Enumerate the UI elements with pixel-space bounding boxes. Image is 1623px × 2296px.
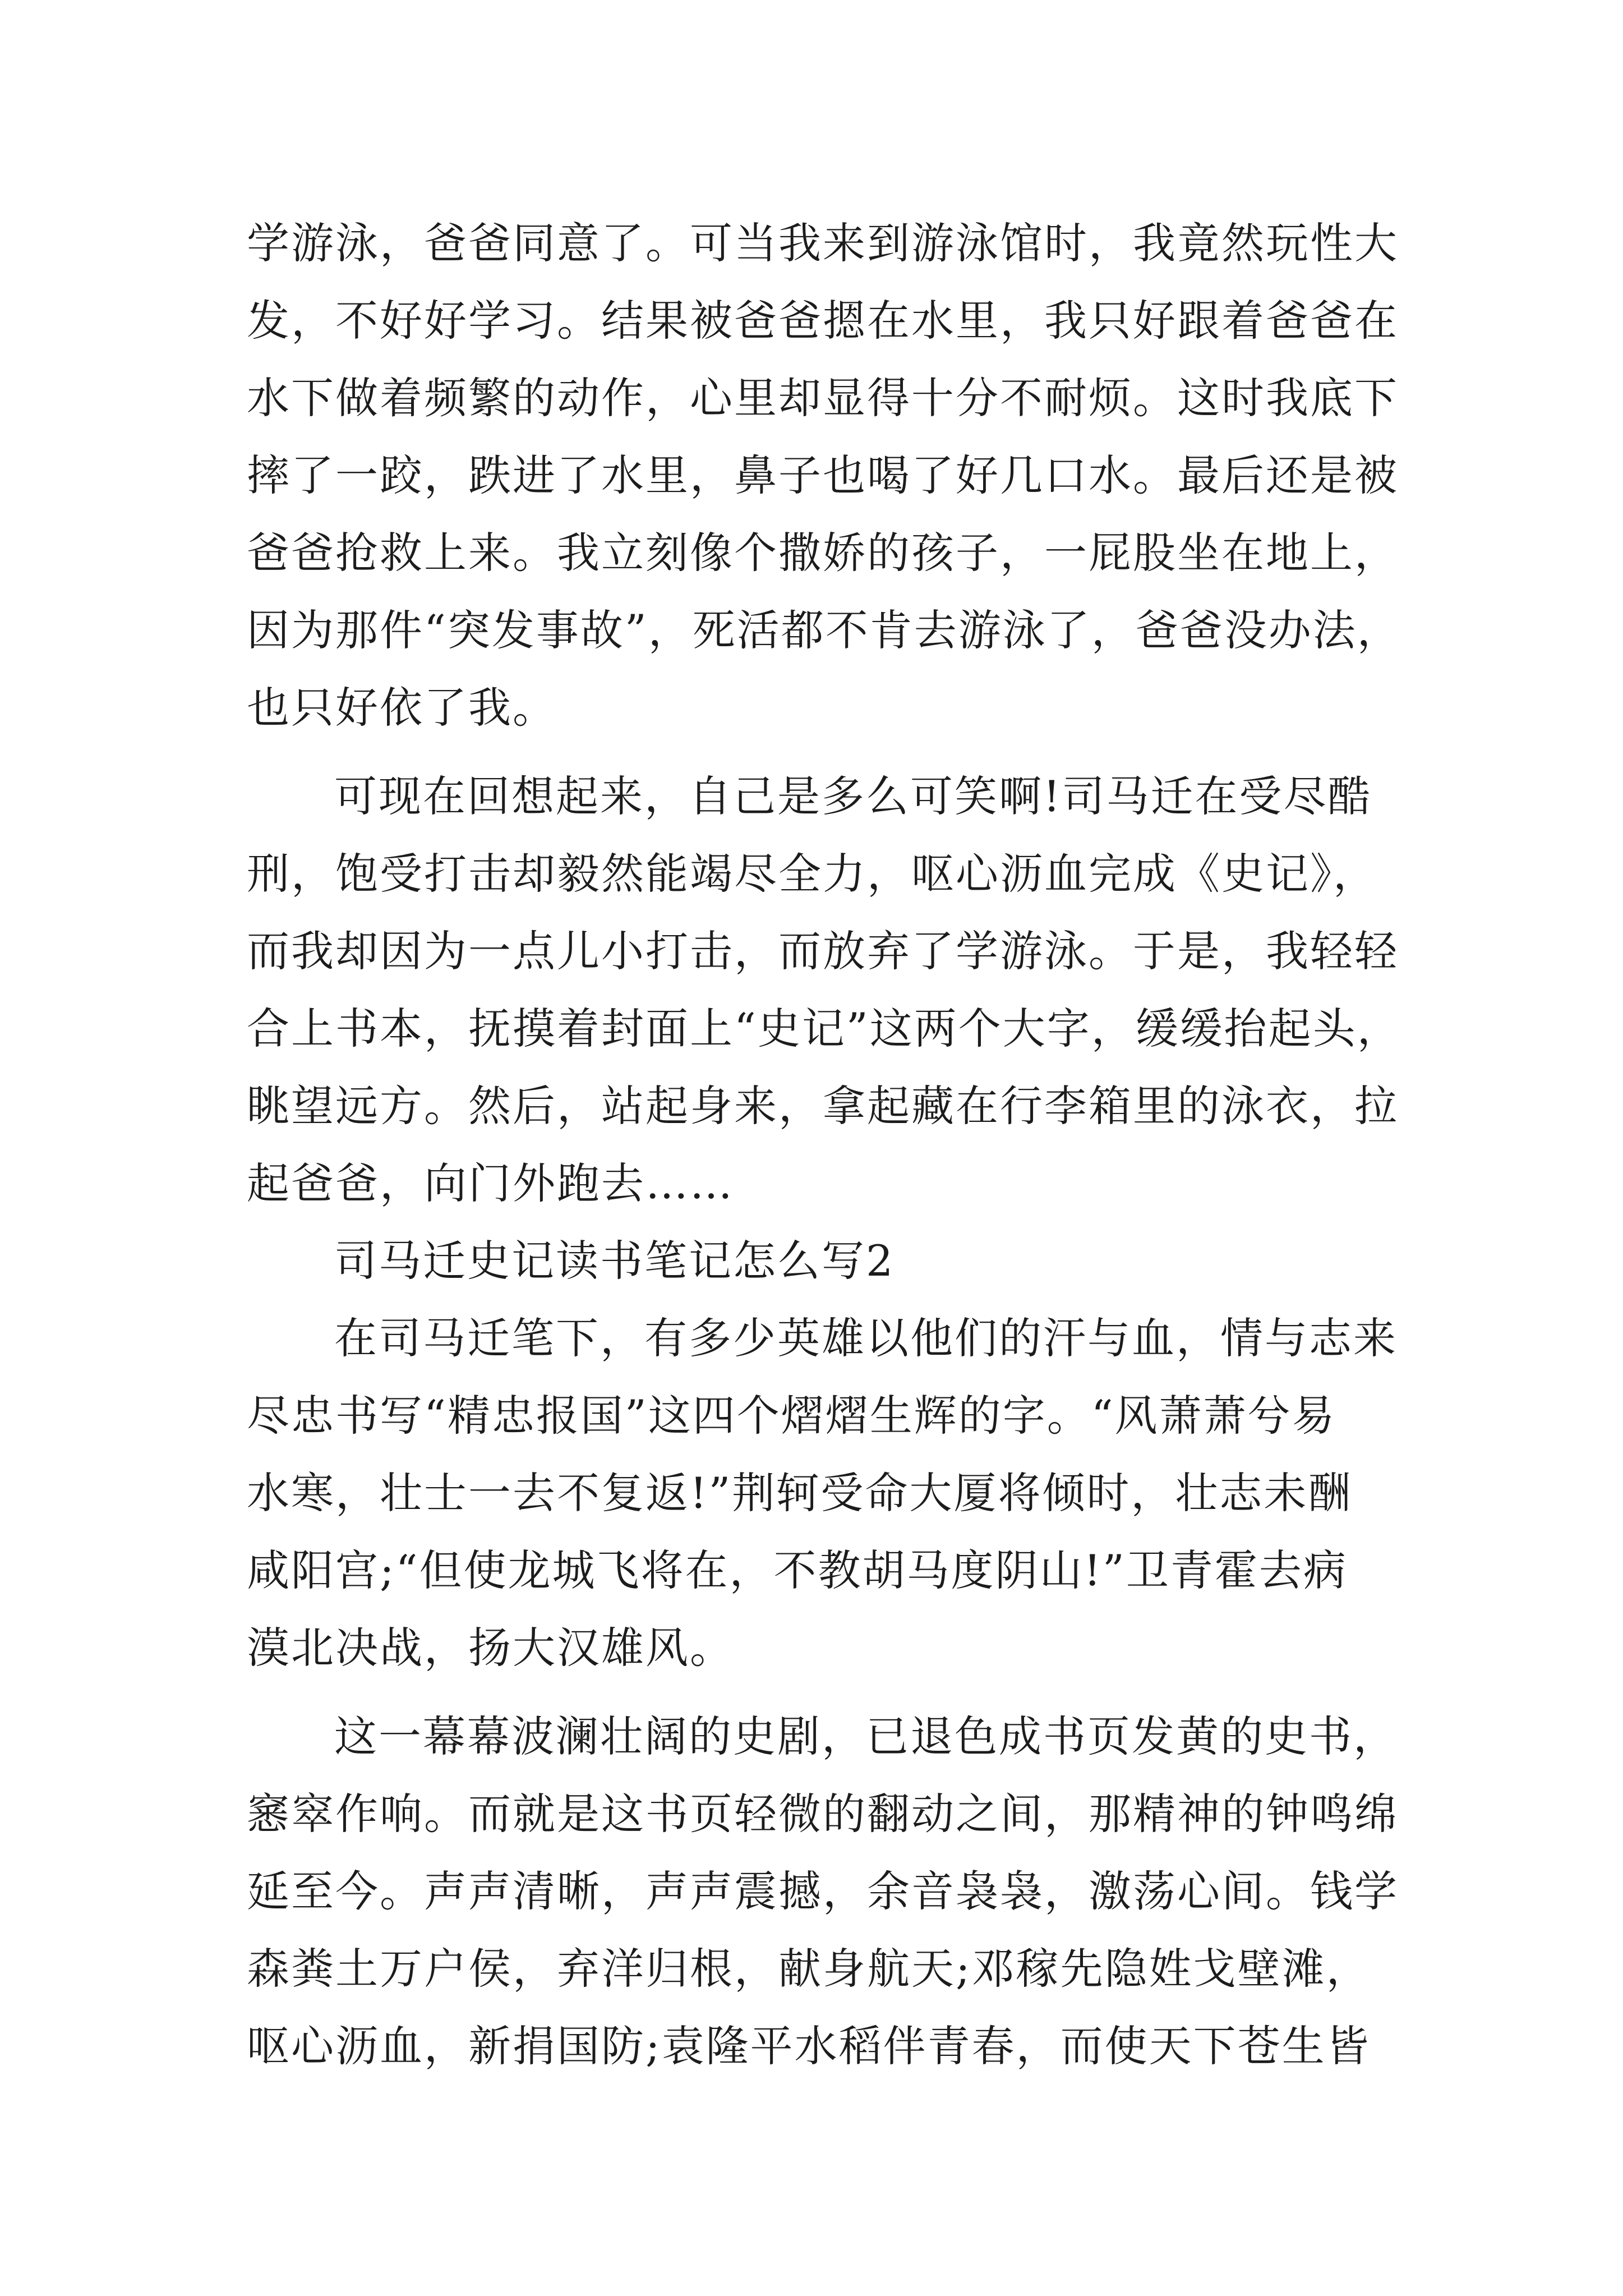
text-line: 刑，饱受打击却毅然能竭尽全力，呕心沥血完成《史记》， xyxy=(247,849,1377,899)
text-line: 也只好依了我。 xyxy=(247,683,557,733)
text-line: 合上书本，抚摸着封面上“史记”这两个大字，缓缓抬起头， xyxy=(247,1004,1401,1053)
paragraph-first-line: 这一幕幕波澜壮阔的史剧，已退色成书页发黄的史书， xyxy=(334,1711,1398,1761)
text-line: 爸爸抢救上来。我立刻像个撒娇的孩子，一屁股坐在地上， xyxy=(247,528,1399,578)
text-line: 森粪土万户侯，弃洋归根，献身航天;邓稼先隐姓戈壁滩， xyxy=(247,1944,1371,1994)
body-text xyxy=(247,205,1401,2085)
text-line: 起爸爸，向门外跑去…… xyxy=(247,1158,734,1208)
text-line: 窸窣作响。而就是这书页轻微的翻动之间，那精神的钟鸣绵 xyxy=(247,1789,1399,1839)
section-heading: 司马迁史记读书笔记怎么写2 xyxy=(334,1236,895,1286)
text-line: 而我却因为一点儿小打击，而放弃了学游泳。于是，我轻轻 xyxy=(247,926,1399,976)
text-line: 眺望远方。然后，站起身来，拿起藏在行李箱里的泳衣，拉 xyxy=(247,1081,1399,1131)
text-line: 摔了一跤，跌进了水里，鼻子也喝了好几口水。最后还是被 xyxy=(247,450,1399,500)
paragraph-first-line: 在司马迁笔下，有多少英雄以他们的汗与血，情与志来 xyxy=(334,1313,1398,1363)
text-line: 学游泳，爸爸同意了。可当我来到游泳馆时，我竟然玩性大 xyxy=(247,218,1399,268)
paragraph-first-line: 可现在回想起来，自己是多么可笑啊!司马迁在受尽酷 xyxy=(334,771,1372,821)
text-line: 发，不好好学习。结果被爸爸摁在水里，我只好跟着爸爸在 xyxy=(247,296,1399,346)
text-line: 呕心沥血，新捐国防;袁隆平水稻伴青春，而使天下苍生皆 xyxy=(247,2021,1371,2071)
text-line: 水寒，壮士一去不复返!”荆轲受命大厦将倾时，壮志未酬 xyxy=(247,1468,1353,1518)
text-line: 水下做着频繁的动作，心里却显得十分不耐烦。这时我底下 xyxy=(247,373,1399,423)
text-line: 咸阳宫;“但使龙城飞将在，不教胡马度阴山!”卫青霍去病 xyxy=(247,1545,1348,1595)
text-line: 漠北决战，扬大汉雄风。 xyxy=(247,1623,734,1673)
text-line: 尽忠书写“精忠报国”这四个熠熠生辉的字。“风萧萧兮易 xyxy=(247,1391,1336,1441)
text-line: 延至今。声声清晰，声声震撼，余音袅袅，激荡心间。钱学 xyxy=(247,1866,1399,1916)
text-line: 因为那件“突发事故”，死活都不肯去游泳了，爸爸没办法， xyxy=(247,605,1401,655)
